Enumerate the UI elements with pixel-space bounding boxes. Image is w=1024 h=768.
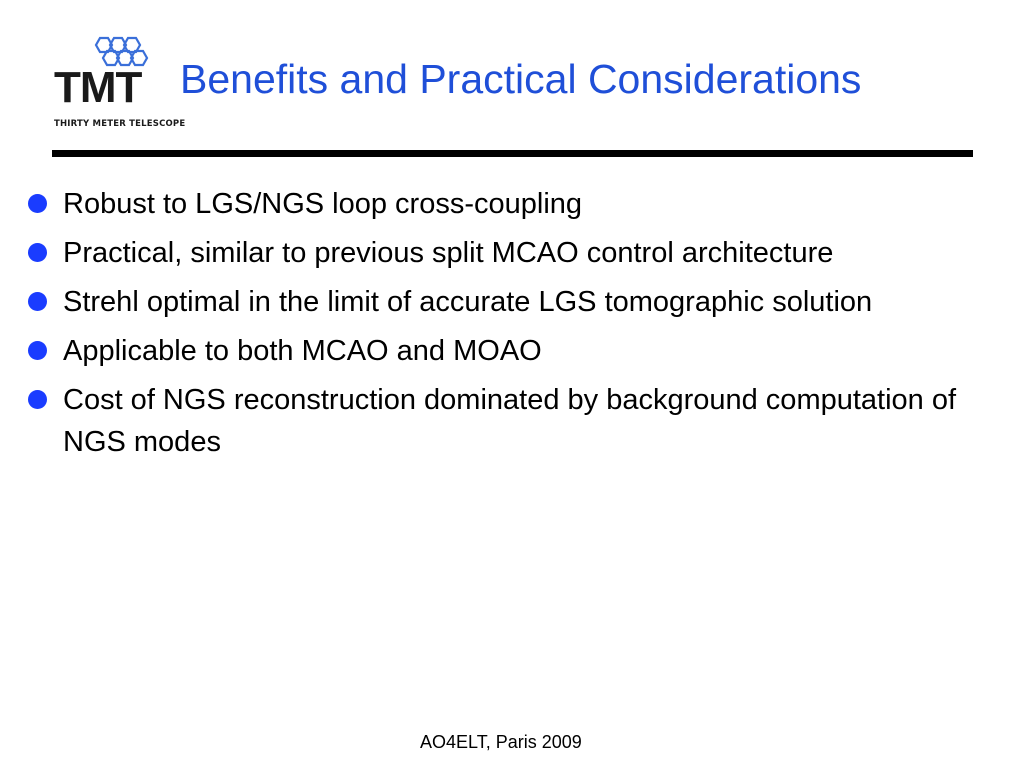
bullet-item xyxy=(26,232,996,274)
title-divider xyxy=(52,150,973,157)
bullet-item xyxy=(26,183,996,225)
bullet-text: Practical, similar to previous split MCAO control architecture xyxy=(63,237,834,269)
bullet-text: Applicable to both MCAO and MOAO xyxy=(63,335,542,367)
bullet-dot-icon xyxy=(28,243,47,262)
bullet-dot-icon xyxy=(28,292,47,311)
bullet-text: Strehl optimal in the limit of accurate LGS tomographic solution xyxy=(63,286,873,318)
bullet-dot-icon xyxy=(28,194,47,213)
slide-title: Benefits and Practical Considerations xyxy=(180,56,862,102)
tmt-logo xyxy=(52,34,192,134)
bullet-text: Robust to LGS/NGS loop cross-coupling xyxy=(63,188,583,220)
bullet-dot-icon xyxy=(28,390,47,409)
footer-text: AO4ELT, Paris 2009 xyxy=(420,732,582,752)
bullet-text: Cost of NGS reconstruction dominated by background computation of NGS modes xyxy=(63,384,957,458)
bullet-item xyxy=(26,281,996,323)
logo-subtitle: THIRTY METER TELESCOPE xyxy=(54,119,186,129)
bullet-item xyxy=(26,379,996,463)
bullet-list xyxy=(26,183,996,470)
logo-letters: TMT xyxy=(54,63,142,112)
bullet-dot-icon xyxy=(28,341,47,360)
bullet-item xyxy=(26,330,996,372)
